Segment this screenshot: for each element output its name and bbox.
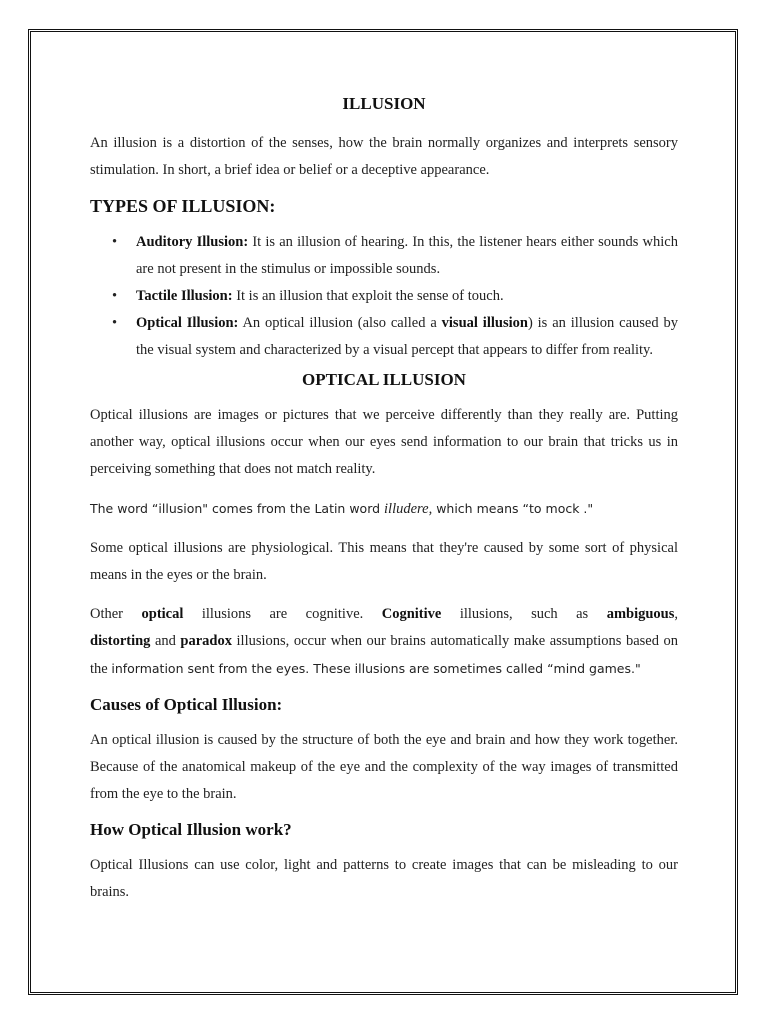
word-origin-text-a: The word “illusion" comes from the Latin word (90, 501, 385, 516)
intro-paragraph: An illusion is a distortion of the senses, how the brain normally organizes and interprets sensory stimulation. In short, a brief idea or belief or a deceptive appearance. (90, 135, 678, 178)
cog-bold-cognitive: Cognitive (381, 606, 442, 622)
optical-illusion-heading: OPTICAL ILLUSION (302, 370, 466, 389)
list-item-auditory (90, 229, 678, 283)
desc-optical-b: ) is an illusion caused by the visual system and characterized by a visual percept that appears to differ from reality. (136, 315, 678, 358)
cog-text-1: Other (90, 606, 142, 622)
document-title: ILLUSION (342, 94, 426, 113)
types-heading: TYPES OF ILLUSION: (90, 196, 276, 216)
bullet-icon: • (112, 315, 118, 331)
term-visual-illusion: visual illusion (441, 315, 528, 331)
cog-text-6: illusions, occur when our brains automatically make assumptions based on the (90, 633, 678, 677)
list-item-tactile (90, 283, 678, 310)
term-auditory: Auditory Illusion: (136, 234, 249, 250)
cog-text-2: illusions are cognitive. (183, 606, 382, 622)
cog-text-3: illusions, such as (441, 606, 607, 622)
how-heading: How Optical Illusion work? (90, 820, 292, 839)
desc-auditory: It is an illusion of hearing. In this, the listener hears either sounds which are not present in the stimulus or impossible sounds. (136, 234, 678, 277)
cog-bold-paradox: paradox (180, 633, 232, 649)
cog-bold-ambiguous: ambiguous (606, 606, 675, 622)
document-body (90, 90, 678, 918)
cog-text-7: information sent from the eyes. These illusions are sometimes called “mind games." (111, 661, 641, 676)
latin-word: illudere, (384, 501, 433, 517)
desc-optical-a: An optical illusion (also called a (238, 315, 442, 331)
cognitive-paragraph (90, 601, 678, 683)
cog-text-5: and (150, 633, 181, 649)
how-paragraph: Optical Illusions can use color, light and patterns to create images that can be misleading to our brains. (90, 857, 678, 900)
bullet-icon: • (112, 288, 118, 304)
desc-tactile: It is an illusion that exploit the sense of touch. (232, 288, 504, 304)
term-optical: Optical Illusion: (136, 315, 239, 331)
cog-bold-distorting: distorting (90, 633, 151, 649)
cog-bold-optical: optical (141, 606, 184, 622)
cog-text-4: , (674, 606, 679, 622)
physiological-paragraph: Some optical illusions are physiological. This means that they're caused by some sort of physical means in the eyes or the brain. (90, 540, 678, 583)
bullet-icon: • (112, 234, 118, 250)
causes-paragraph: An optical illusion is caused by the structure of both the eye and brain and how they work together. Because of the anatomical makeup of the eye and the complexity of the way images of transmitted from the eye to the brain. (90, 732, 678, 802)
word-origin-paragraph (90, 495, 678, 523)
list-item-optical (90, 310, 678, 364)
types-list (90, 229, 678, 364)
term-tactile: Tactile Illusion: (136, 288, 233, 304)
optical-paragraph: Optical illusions are images or pictures that we perceive differently than they really are. Putting another way, optical illusions occur when our eyes send information to our brain that tricks us in perceiving something that does not match reality. (90, 407, 678, 477)
word-origin-text-b: which means “to mock ." (432, 501, 594, 516)
causes-heading: Causes of Optical Illusion: (90, 695, 283, 714)
